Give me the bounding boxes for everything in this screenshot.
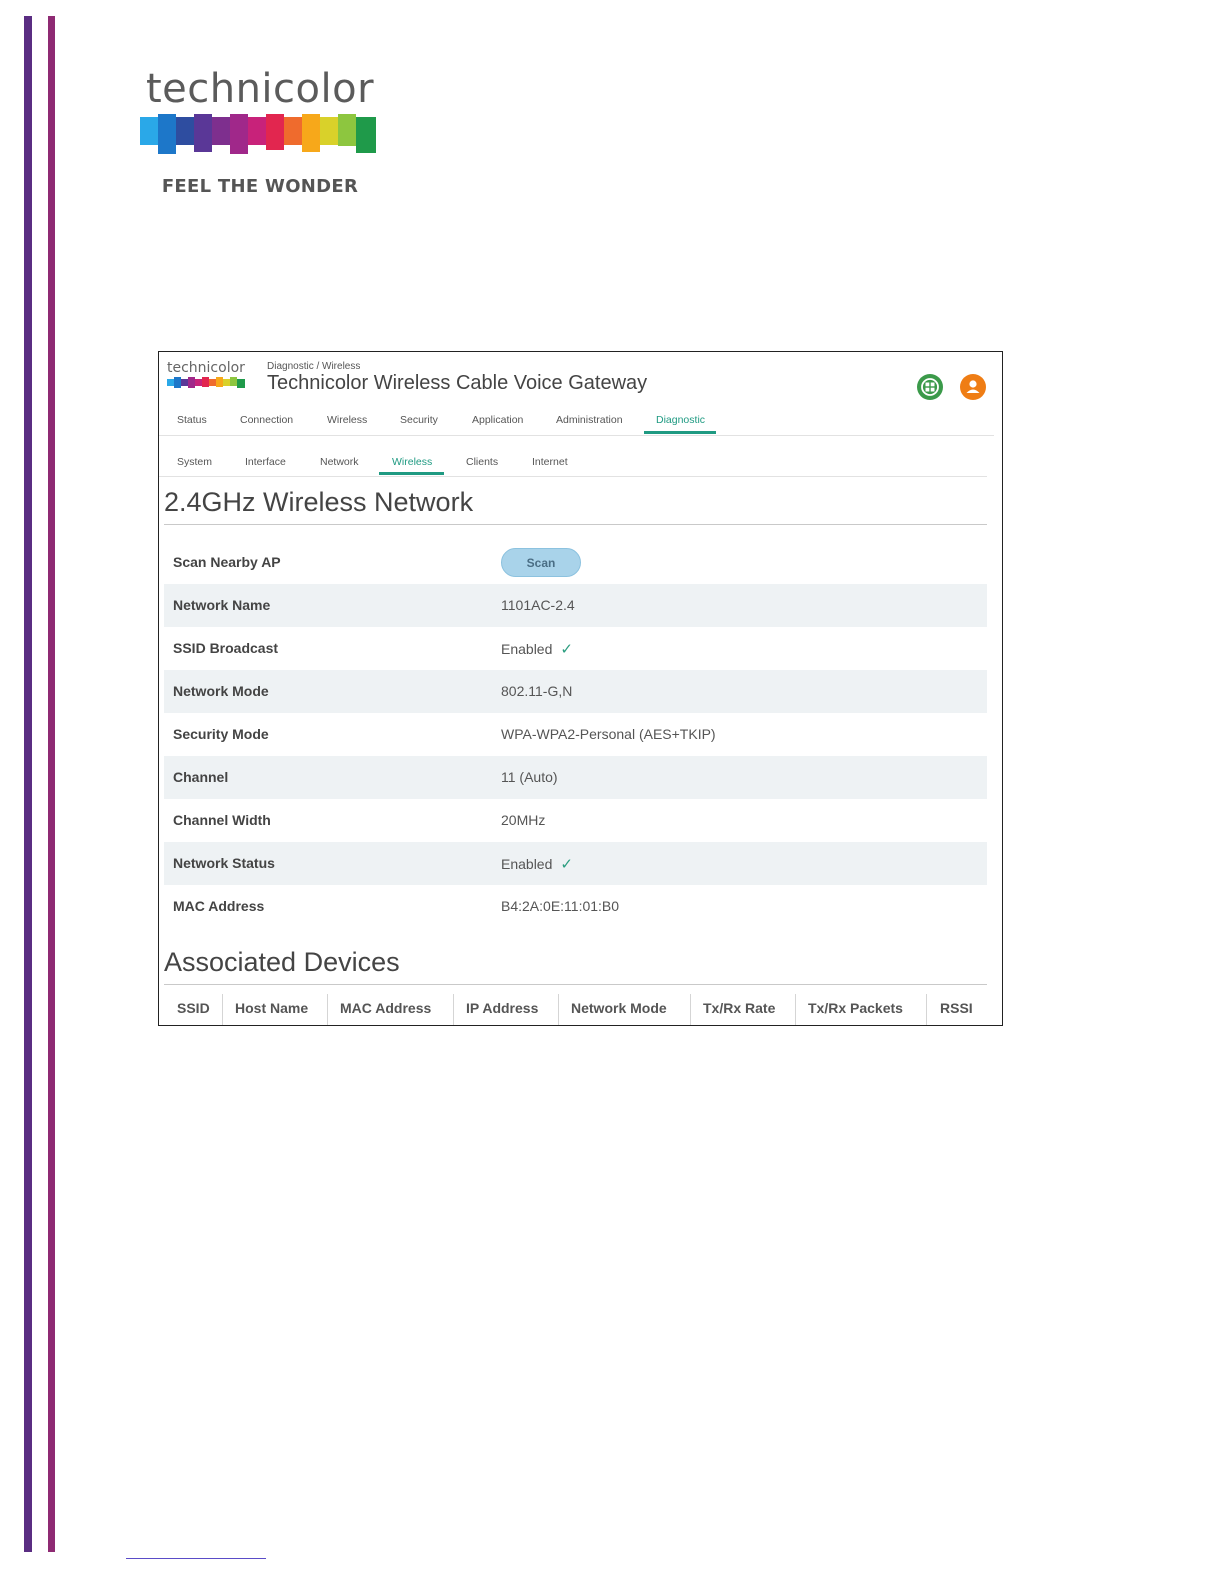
logo-wordmark: technicolor — [145, 66, 375, 112]
devices-divider — [164, 984, 987, 985]
logo-tagline: FEEL THE WONDER — [161, 176, 359, 197]
sub-nav — [159, 452, 987, 477]
scan-label: Scan Nearby AP — [173, 554, 281, 570]
scan-row — [164, 541, 987, 584]
col-host-name[interactable]: Host Name — [235, 1000, 309, 1016]
main-nav — [159, 410, 994, 436]
row-label: Network Mode — [173, 683, 269, 699]
mini-rainbow-stripe-icon — [167, 377, 249, 389]
gateway-header — [159, 352, 1002, 412]
column-divider — [690, 994, 691, 1026]
row-value: Enabled — [501, 856, 553, 872]
active-tab-indicator — [644, 431, 716, 434]
active-subtab-indicator — [379, 472, 444, 475]
footnote-separator — [126, 1558, 266, 1559]
tab-diagnostic[interactable]: Diagnostic — [656, 414, 706, 426]
info-row-network-mode — [164, 670, 987, 713]
info-row-mac-address — [164, 885, 987, 928]
tab-application[interactable]: Application — [472, 414, 524, 426]
info-row-channel-width — [164, 799, 987, 842]
user-icon[interactable] — [960, 374, 986, 400]
subtab-wireless[interactable]: Wireless — [392, 456, 433, 468]
col-txrx-rate[interactable]: Tx/Rx Rate — [703, 1000, 776, 1016]
rainbow-stripe-icon — [140, 114, 380, 158]
row-value: 20MHz — [501, 812, 546, 828]
column-divider — [926, 994, 927, 1026]
col-mac-address[interactable]: MAC Address — [340, 1000, 432, 1016]
info-row-security-mode — [164, 713, 987, 756]
row-value: B4:2A:0E:11:01:B0 — [501, 898, 620, 914]
col-ip-address[interactable]: IP Address — [466, 1000, 539, 1016]
subtab-network[interactable]: Network — [320, 456, 359, 468]
column-divider — [222, 994, 223, 1026]
gateway-screenshot — [158, 351, 1003, 1026]
column-divider — [795, 994, 796, 1026]
column-divider — [453, 994, 454, 1026]
row-value: 1101AC-2.4 — [501, 597, 575, 613]
gateway-logo-wordmark: technicolor — [167, 360, 245, 376]
col-ssid[interactable]: SSID — [177, 1000, 210, 1016]
page-title: Technicolor Wireless Cable Voice Gateway — [267, 372, 648, 394]
row-label: SSID Broadcast — [173, 640, 279, 656]
tab-status[interactable]: Status — [177, 414, 207, 426]
left-accent-bar-magenta — [48, 16, 55, 1552]
info-row-channel — [164, 756, 987, 799]
left-accent-bar-purple — [24, 16, 32, 1552]
subtab-internet[interactable]: Internet — [532, 456, 568, 468]
subtab-clients[interactable]: Clients — [466, 456, 499, 468]
tab-security[interactable]: Security — [400, 414, 438, 426]
gateway-logo — [167, 360, 251, 389]
row-label: Network Name — [173, 597, 271, 613]
row-label: Security Mode — [173, 726, 269, 742]
row-label: MAC Address — [173, 898, 265, 914]
subtab-system[interactable]: System — [177, 456, 213, 468]
column-divider — [327, 994, 328, 1026]
row-label: Channel Width — [173, 812, 271, 828]
devices-section-title: Associated Devices — [164, 947, 400, 977]
info-row-ssid-broadcast — [164, 627, 987, 670]
tab-connection[interactable]: Connection — [240, 414, 294, 426]
col-rssi[interactable]: RSSI — [940, 1000, 973, 1016]
subtab-interface[interactable]: Interface — [245, 456, 286, 468]
devices-table-header — [164, 992, 987, 1025]
section-divider — [164, 524, 987, 525]
technicolor-logo — [140, 66, 380, 197]
breadcrumb: Diagnostic / Wireless — [267, 361, 361, 372]
wireless-section-title: 2.4GHz Wireless Network — [164, 487, 474, 517]
info-row-network-status — [164, 842, 987, 885]
row-label: Network Status — [173, 855, 275, 871]
row-value: 11 (Auto) — [501, 769, 558, 785]
col-txrx-packets[interactable]: Tx/Rx Packets — [808, 1000, 903, 1016]
checkmark-icon: ✓ — [560, 856, 573, 873]
tab-wireless[interactable]: Wireless — [327, 414, 368, 426]
row-value: 802.11-G,N — [501, 683, 573, 699]
col-network-mode[interactable]: Network Mode — [571, 1000, 667, 1016]
row-value: Enabled — [501, 641, 553, 657]
tab-administration[interactable]: Administration — [556, 414, 623, 426]
info-row-network-name — [164, 584, 987, 627]
checkmark-icon: ✓ — [560, 641, 573, 658]
row-value: WPA-WPA2-Personal (AES+TKIP) — [501, 726, 716, 742]
row-label: Channel — [173, 769, 229, 785]
column-divider — [558, 994, 559, 1026]
apps-icon[interactable] — [917, 374, 943, 400]
scan-button[interactable]: Scan — [501, 548, 581, 577]
